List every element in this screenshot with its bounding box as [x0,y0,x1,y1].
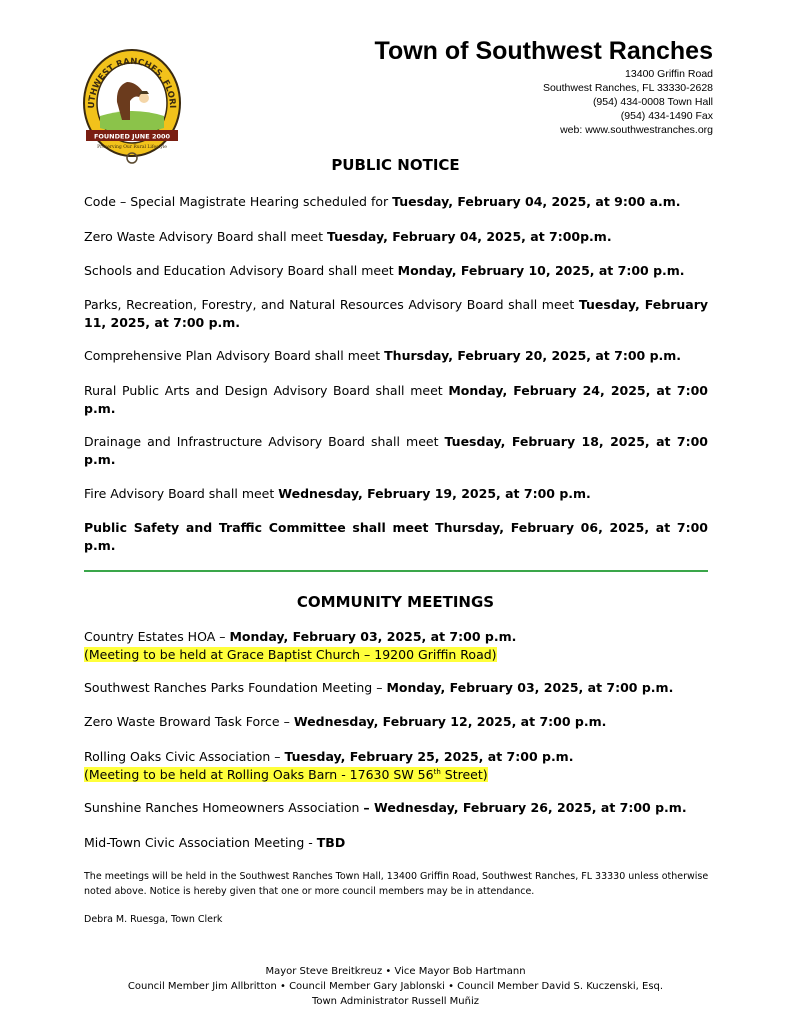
attendance-disclaimer: The meetings will be held in the Southwest Ranches Town Hall, 13400 Griffin Road, Southwest Ranches, FL 33330 unless otherwise noted above. Notice is hereby given that one or more council members may be in attendance. [84,871,709,897]
meeting-location-note: (Meeting to be held at Grace Baptist Church – 19200 Griffin Road) [84,647,497,662]
phone: (954) 434-0008 Town Hall [592,96,713,108]
notice-item: Code – Special Magistrate Hearing scheduled for Tuesday, February 04, 2025, at 9:00 a.m. [84,194,681,209]
address-line-1: 13400 Griffin Road [625,68,713,80]
notice-item: Drainage and Infrastructure Advisory Board shall meet Tuesday, February 18, 2025, at 7:00 p.m. [84,434,708,467]
meeting-item: Southwest Ranches Parks Foundation Meeting – Monday, February 03, 2025, at 7:00 p.m. [84,680,674,695]
meeting-item: Mid-Town Civic Association Meeting - TBD [84,835,346,850]
footer-line-mayor: Mayor Steve Breitkreuz • Vice Mayor Bob Hartmann [265,966,526,977]
logo-motto-text: Preserving Our Rural Lifestyle [97,145,167,150]
meeting-location-note: (Meeting to be held at Rolling Oaks Barn - 17630 SW 56th Street) [84,767,488,782]
footer-line-administrator: Town Administrator Russell Muñiz [311,996,480,1007]
notice-item: Parks, Recreation, Forestry, and Natural Resources Advisory Board shall meet Tuesday, February 11, 2025, at 7:00 p.m. [84,297,709,330]
meeting-item: Sunshine Ranches Homeowners Association – Wednesday, February 26, 2025, at 7:00 p.m. [84,800,687,815]
meeting-item: Rolling Oaks Civic Association – Tuesday, February 25, 2025, at 7:00 p.m. (Meeting to be held at Rolling Oaks Barn - 17630 SW 56th Street) [84,749,574,782]
address-line-2: Southwest Ranches, FL 33330-2628 [542,82,713,94]
fax: (954) 434-1490 Fax [620,110,713,122]
notice-item: Schools and Education Advisory Board shall meet Monday, February 10, 2025, at 7:00 p.m. [84,263,685,278]
notice-item: Fire Advisory Board shall meet Wednesday, February 19, 2025, at 7:00 p.m. [84,486,591,501]
public-notice-title: PUBLIC NOTICE [331,156,460,174]
notice-item: Zero Waste Advisory Board shall meet Tuesday, February 04, 2025, at 7:00p.m. [84,229,612,244]
section-divider [84,570,708,572]
svg-text:SOUTHWEST RANCHES, FLORIDA: UTHWEST RANCHES, FLORI [86,56,178,109]
logo-banner-text: FOUNDED JUNE 2000 [93,132,171,141]
footer-line-council: Council Member Jim Allbritton • Council Member Gary Jablonski • Council Member David S. Kuczenski, Esq. [127,981,664,992]
community-meetings-title: COMMUNITY MEETINGS [296,593,495,611]
notice-item: Public Safety and Traffic Committee shall meet Thursday, February 06, 2025, at 7:00 p.m. [84,520,708,553]
meeting-item: Zero Waste Broward Task Force – Wednesday, February 12, 2025, at 7:00 p.m. [84,714,607,729]
footer-officials [0,964,791,1009]
town-seal-logo [72,46,192,164]
town-name: Town of Southwest Ranches [374,37,713,65]
notice-item: Rural Public Arts and Design Advisory Board shall meet Monday, February 24, 2025, at 7:00 p.m. [84,383,708,416]
website: web: www.southwestranches.org [560,124,713,136]
clerk-signature: Debra M. Ruesga, Town Clerk [84,914,223,925]
letterhead [375,36,713,137]
notice-item: Comprehensive Plan Advisory Board shall meet Thursday, February 20, 2025, at 7:00 p.m. [84,348,682,363]
meeting-item: Country Estates HOA – Monday, February 03, 2025, at 7:00 p.m. (Meeting to be held at Grace Baptist Church – 19200 Griffin Road) [84,629,517,662]
